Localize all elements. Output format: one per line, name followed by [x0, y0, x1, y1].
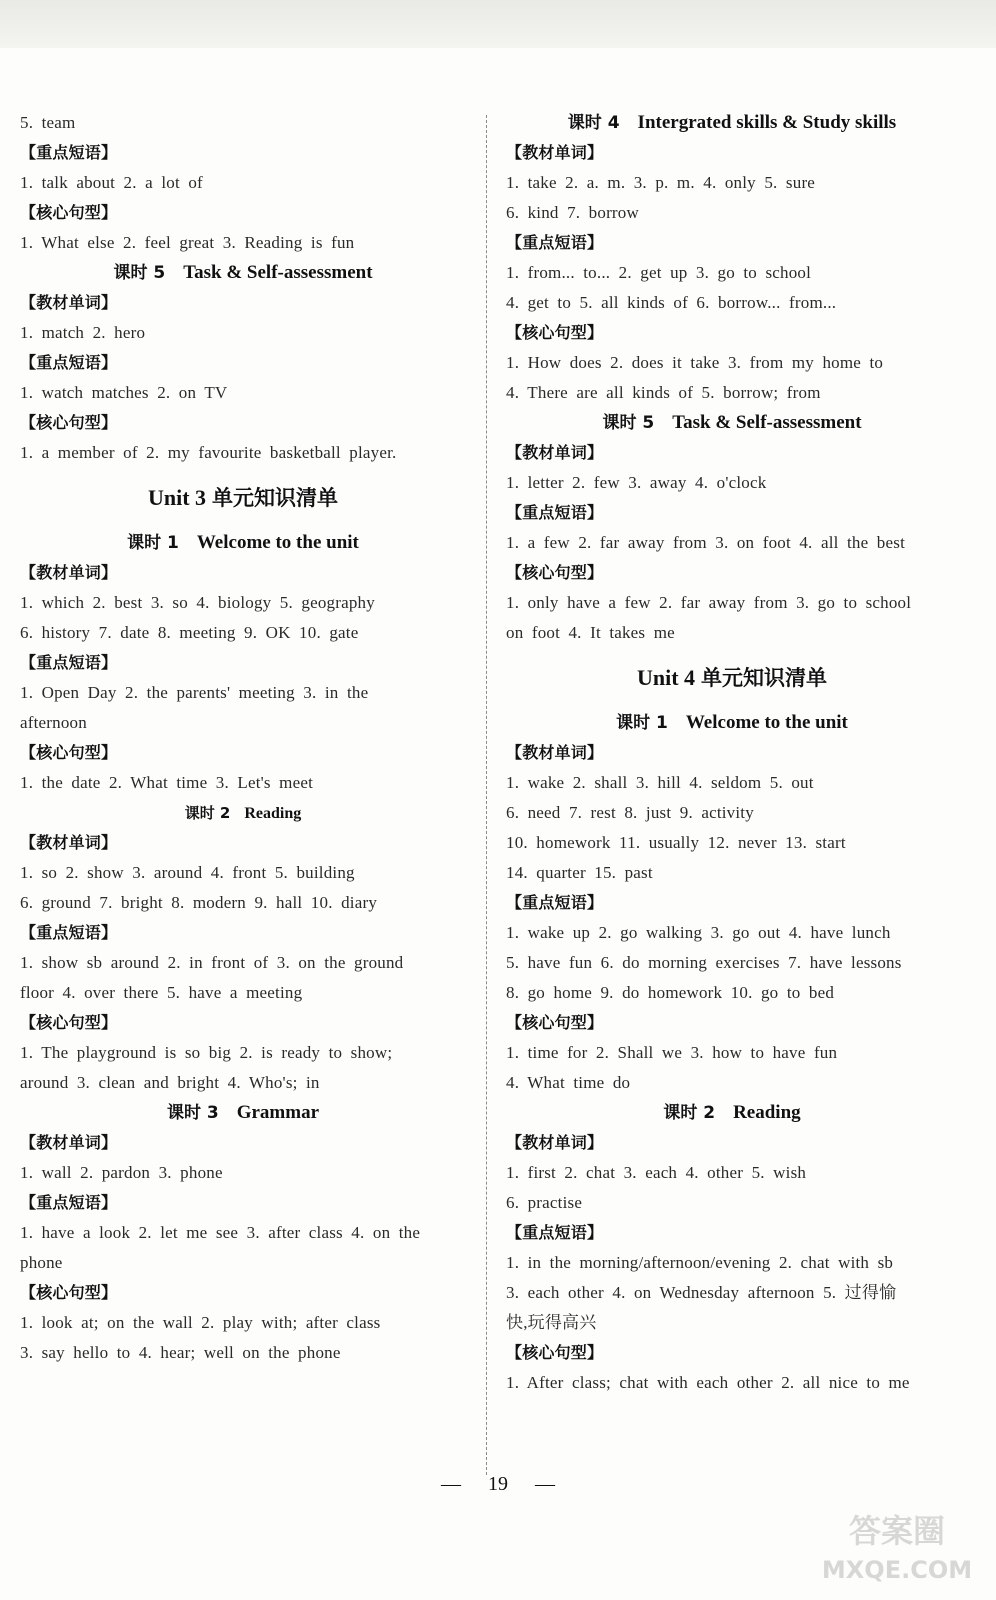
answer-line: 1. which 2. best 3. so 4. biology 5. geography: [20, 593, 375, 612]
answer-line: 1. The playground is so big 2. is ready to show;: [20, 1043, 393, 1062]
answer-line: 1. only have a few 2. far away from 3. go to school: [506, 593, 912, 612]
lesson-title: Welcome to the unit: [685, 712, 848, 733]
answer-line: 1. wake 2. shall 3. hill 4. seldom 5. out: [506, 773, 814, 792]
answer-line: 快,玩得高兴: [506, 1313, 597, 1332]
answer-line: phone: [20, 1253, 63, 1272]
section-tag: 【核心句型】: [506, 1013, 604, 1032]
answer-line: 8. go home 9. do homework 10. go to bed: [506, 983, 835, 1002]
lesson-heading: [20, 798, 466, 828]
lesson-title: Intergrated skills & Study skills: [637, 112, 897, 133]
column-divider: [486, 115, 487, 1475]
lesson-title: Welcome to the unit: [196, 532, 359, 553]
answer-line: 10. homework 11. usually 12. never 13. start: [506, 833, 846, 852]
section-tag: 【教材单词】: [506, 743, 604, 762]
answer-line: 5. team: [20, 113, 76, 132]
lesson-heading: [506, 708, 958, 738]
lesson-title: Grammar: [236, 1102, 320, 1123]
answer-line: 5. have fun 6. do morning exercises 7. have lessons: [506, 953, 902, 972]
unit-subtitle: 单元知识清单: [701, 666, 828, 690]
page-footer: [0, 1466, 996, 1502]
answer-line: 6. practise: [506, 1193, 583, 1212]
section-tag: 【重点短语】: [20, 353, 118, 372]
answer-line: 1. letter 2. few 3. away 4. o'clock: [506, 473, 767, 492]
right-column: [506, 108, 958, 1398]
section-tag: 【核心句型】: [506, 1343, 604, 1362]
section-tag: 【重点短语】: [20, 1193, 118, 1212]
footer-dash-left: —: [441, 1473, 461, 1495]
lesson-number: 课时 2: [184, 804, 231, 822]
answer-line: 1. match 2. hero: [20, 323, 146, 342]
unit-heading: [20, 472, 466, 524]
watermark-text-cn: 答案圈: [848, 1512, 946, 1550]
section-tag: 【教材单词】: [506, 443, 604, 462]
answer-line: 1. have a look 2. let me see 3. after class 4. on the: [20, 1223, 421, 1242]
section-tag: 【教材单词】: [20, 833, 118, 852]
answer-line: 1. the date 2. What time 3. Let's meet: [20, 773, 314, 792]
answer-line: 1. How does 2. does it take 3. from my home to: [506, 353, 884, 372]
section-tag: 【核心句型】: [20, 413, 118, 432]
unit-label: Unit 4: [636, 665, 696, 690]
section-tag: 【教材单词】: [506, 143, 604, 162]
answer-line: 1. What else 2. feel great 3. Reading is fun: [20, 233, 355, 252]
section-tag: 【重点短语】: [20, 923, 118, 942]
section-tag: 【核心句型】: [506, 323, 604, 342]
answer-line: 6. need 7. rest 8. just 9. activity: [506, 803, 754, 822]
lesson-number: 课时 2: [663, 1103, 716, 1123]
lesson-number: 课时 5: [602, 413, 655, 433]
lesson-number: 课时 1: [127, 533, 179, 553]
answer-line: on foot 4. It takes me: [506, 623, 675, 642]
answer-line: 1. from... to... 2. get up 3. go to school: [506, 263, 812, 282]
answer-line: 1. Open Day 2. the parents' meeting 3. in the: [20, 683, 369, 702]
answer-line: 1. show sb around 2. in front of 3. on the ground: [20, 953, 404, 972]
answer-line: 1. wake up 2. go walking 3. go out 4. have lunch: [506, 923, 891, 942]
answer-line: 1. a member of 2. my favourite basketball player.: [20, 443, 397, 462]
scan-top-band: [0, 0, 996, 48]
answer-line: 1. time for 2. Shall we 3. how to have fun: [506, 1043, 838, 1062]
lesson-title: Reading: [733, 1102, 801, 1123]
section-tag: 【核心句型】: [20, 1283, 118, 1302]
lesson-heading: [506, 1098, 958, 1128]
answer-line: 3. each other 4. on Wednesday afternoon 5. 过得愉: [506, 1283, 897, 1302]
answer-line: 1. take 2. a. m. 3. p. m. 4. only 5. sure: [506, 173, 816, 192]
lesson-heading: [506, 108, 958, 138]
section-tag: 【核心句型】: [20, 743, 118, 762]
section-tag: 【重点短语】: [506, 1223, 604, 1242]
answer-line: 4. get to 5. all kinds of 6. borrow... from...: [506, 293, 837, 312]
section-tag: 【核心句型】: [506, 563, 604, 582]
answer-line: around 3. clean and bright 4. Who's; in: [20, 1073, 320, 1092]
answer-line: 1. watch matches 2. on TV: [20, 383, 228, 402]
watermark-text-en: MXQE.COM: [822, 1556, 972, 1584]
lesson-title: Task & Self-assessment: [672, 412, 862, 433]
section-tag: 【教材单词】: [506, 1133, 604, 1152]
answer-line: floor 4. over there 5. have a meeting: [20, 983, 303, 1002]
section-tag: 【教材单词】: [20, 1133, 118, 1152]
lesson-heading: [20, 528, 466, 558]
answer-line: 1. a few 2. far away from 3. on foot 4. all the best: [506, 533, 905, 552]
section-tag: 【核心句型】: [20, 1013, 118, 1032]
answer-line: 1. first 2. chat 3. each 4. other 5. wish: [506, 1163, 807, 1182]
section-tag: 【重点短语】: [20, 653, 118, 672]
section-tag: 【重点短语】: [506, 893, 604, 912]
answer-line: 6. history 7. date 8. meeting 9. OK 10. gate: [20, 623, 359, 642]
section-tag: 【重点短语】: [506, 503, 604, 522]
answer-line: 14. quarter 15. past: [506, 863, 653, 882]
lesson-heading: [20, 1098, 466, 1128]
lesson-number: 课时 4: [567, 113, 620, 133]
lesson-number: 课时 5: [113, 263, 166, 283]
left-column: [20, 108, 466, 1368]
section-tag: 【重点短语】: [20, 143, 118, 162]
section-tag: 【教材单词】: [20, 563, 118, 582]
answer-line: 4. What time do: [506, 1073, 631, 1092]
lesson-number: 课时 1: [616, 713, 668, 733]
page-number: 19: [488, 1473, 508, 1495]
unit-subtitle: 单元知识清单: [212, 486, 339, 510]
lesson-heading: [506, 408, 958, 438]
answer-line: 1. talk about 2. a lot of: [20, 173, 203, 192]
unit-label: Unit 3: [147, 485, 207, 510]
section-tag: 【教材单词】: [20, 293, 118, 312]
answer-line: 4. There are all kinds of 5. borrow; from: [506, 383, 821, 402]
answer-line: 6. ground 7. bright 8. modern 9. hall 10. diary: [20, 893, 378, 912]
lesson-title: Task & Self-assessment: [183, 262, 373, 283]
answer-line: 1. look at; on the wall 2. play with; after class: [20, 1313, 381, 1332]
unit-heading: [506, 652, 958, 704]
section-tag: 【重点短语】: [506, 233, 604, 252]
section-tag: 【核心句型】: [20, 203, 118, 222]
footer-dash-right: —: [535, 1473, 555, 1495]
answer-line: afternoon: [20, 713, 87, 732]
lesson-number: 课时 3: [166, 1103, 219, 1123]
answer-line: 1. After class; chat with each other 2. all nice to me: [506, 1373, 910, 1392]
answer-line: 1. in the morning/afternoon/evening 2. chat with sb: [506, 1253, 894, 1272]
watermark-logo: [822, 1500, 972, 1590]
lesson-title: Reading: [244, 805, 302, 822]
answer-line: 1. wall 2. pardon 3. phone: [20, 1163, 223, 1182]
answer-line: 3. say hello to 4. hear; well on the phone: [20, 1343, 341, 1362]
lesson-heading: [20, 258, 466, 288]
answer-line: 1. so 2. show 3. around 4. front 5. building: [20, 863, 355, 882]
answer-line: 6. kind 7. borrow: [506, 203, 639, 222]
